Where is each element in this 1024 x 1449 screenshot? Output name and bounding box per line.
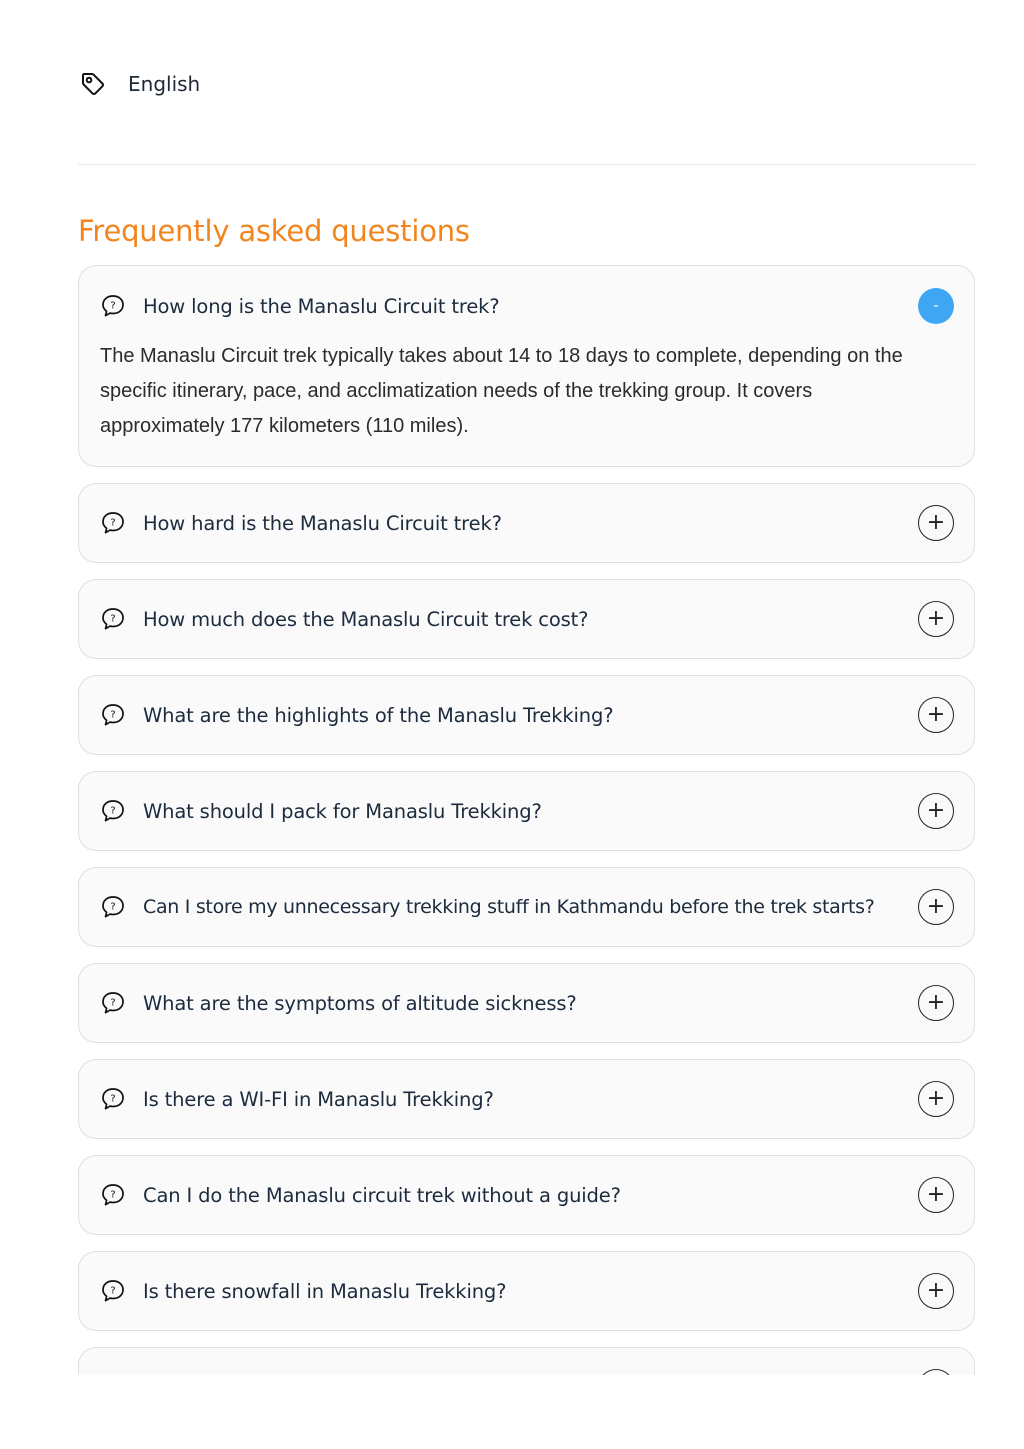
question-bubble-icon: [99, 797, 127, 825]
faq-question: Is there a WI-FI in Manaslu Trekking?: [143, 1087, 494, 1111]
faq-item: [78, 265, 975, 467]
expand-toggle[interactable]: +: [918, 793, 954, 829]
divider: [78, 164, 975, 165]
tag-icon: [78, 69, 108, 99]
faq-item: [78, 1155, 975, 1235]
question-bubble-icon: [99, 893, 127, 921]
faq-question: How much does the Manaslu Circuit trek cost?: [143, 607, 589, 631]
faq-question-header[interactable]: [79, 868, 974, 946]
faq-item: [78, 867, 975, 947]
faq-question: What should I pack for Manaslu Trekking?: [143, 799, 542, 823]
question-bubble-icon: [99, 1181, 127, 1209]
expand-toggle[interactable]: +: [918, 505, 954, 541]
faq-item: [78, 579, 975, 659]
question-bubble-icon: [99, 509, 127, 537]
faq-item: [78, 1059, 975, 1139]
faq-list: [78, 265, 975, 1375]
faq-item: [78, 483, 975, 563]
question-bubble-icon: [99, 1373, 127, 1375]
faq-question: How long is the Manaslu Circuit trek?: [143, 294, 500, 318]
question-bubble-icon: [99, 989, 127, 1017]
faq-question: How hard is the Manaslu Circuit trek?: [143, 511, 502, 535]
expand-toggle[interactable]: +: [918, 697, 954, 733]
question-bubble-icon: [99, 701, 127, 729]
faq-answer: The Manaslu Circuit trek typically takes about 14 to 18 days to complete, depending on the specific itinerary, pace, and acclimatization needs of the trekking group. It covers approximately 177 kilometers (110 miles).: [100, 345, 903, 437]
svg-text:?: ?: [110, 901, 116, 913]
faq-question: What are the symptoms of altitude sickness?: [143, 991, 577, 1015]
faq-question-header[interactable]: [79, 1348, 974, 1375]
question-bubble-icon: [99, 605, 127, 633]
svg-text:?: ?: [110, 613, 116, 625]
svg-text:?: ?: [110, 1189, 116, 1201]
expand-toggle[interactable]: +: [918, 985, 954, 1021]
collapse-toggle[interactable]: -: [918, 288, 954, 324]
expand-toggle[interactable]: [918, 1369, 954, 1375]
svg-text:?: ?: [110, 709, 116, 721]
faq-question-header[interactable]: [79, 484, 974, 562]
language-label[interactable]: English: [128, 72, 201, 96]
svg-text:?: ?: [110, 1093, 116, 1105]
faq-question: Is there snowfall in Manaslu Trekking?: [143, 1279, 507, 1303]
faq-question-header[interactable]: [79, 1156, 974, 1234]
faq-title: Frequently asked questions: [78, 214, 470, 248]
language-row: [78, 66, 200, 102]
faq-question-header[interactable]: [79, 1060, 974, 1138]
faq-question-header[interactable]: [79, 580, 974, 658]
expand-toggle[interactable]: +: [918, 1177, 954, 1213]
faq-question-header[interactable]: [79, 964, 974, 1042]
faq-question: Can I store my unnecessary trekking stuff in Kathmandu before the trek starts?: [143, 896, 875, 918]
question-bubble-icon: [99, 1085, 127, 1113]
faq-question: What are the highlights of the Manaslu Trekking?: [143, 703, 614, 727]
faq-item: [78, 771, 975, 851]
faq-item: [78, 1251, 975, 1331]
svg-text:?: ?: [110, 805, 116, 817]
question-bubble-icon: [99, 292, 127, 320]
faq-question-header[interactable]: [79, 266, 974, 346]
faq-question-header[interactable]: [79, 1252, 974, 1330]
faq-item: [78, 675, 975, 755]
expand-toggle[interactable]: +: [918, 601, 954, 637]
faq-item-partial: [78, 1347, 975, 1375]
expand-toggle[interactable]: +: [918, 889, 954, 925]
svg-text:?: ?: [110, 1285, 116, 1297]
svg-text:?: ?: [110, 517, 116, 529]
expand-toggle[interactable]: +: [918, 1273, 954, 1309]
expand-toggle[interactable]: +: [918, 1081, 954, 1117]
svg-text:?: ?: [110, 997, 116, 1009]
faq-item: [78, 963, 975, 1043]
faq-question: Can I do the Manaslu circuit trek without a guide?: [143, 1183, 621, 1207]
faq-question-header[interactable]: [79, 772, 974, 850]
faq-question-header[interactable]: [79, 676, 974, 754]
question-bubble-icon: [99, 1277, 127, 1305]
svg-text:?: ?: [110, 300, 116, 312]
